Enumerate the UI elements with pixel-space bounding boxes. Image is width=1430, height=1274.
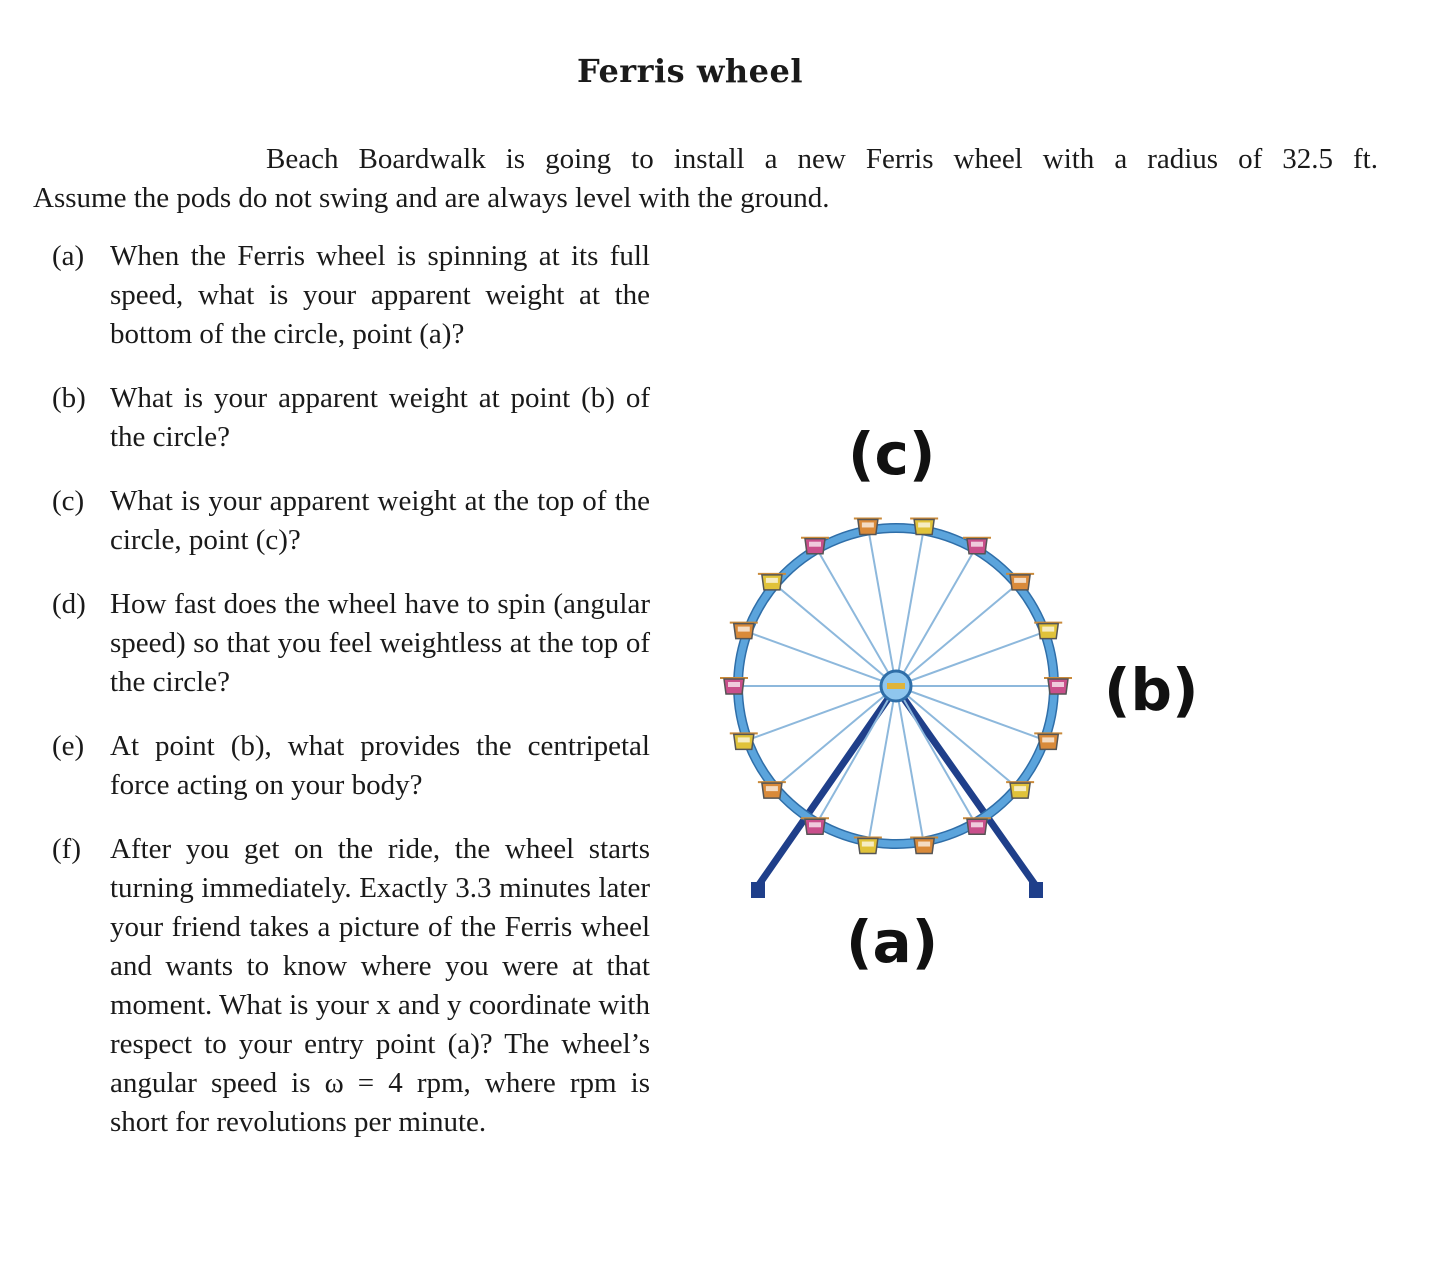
wheel-spoke	[775, 584, 896, 686]
wheel-spoke	[896, 632, 1044, 686]
pod-window	[918, 842, 930, 847]
pod-window	[1014, 786, 1026, 791]
question-label: (b)	[52, 382, 86, 414]
question-c	[52, 482, 650, 560]
page-title: Ferris wheel	[576, 52, 804, 90]
pod-window	[862, 842, 874, 847]
pod-window	[809, 542, 821, 547]
pod-window	[809, 822, 821, 827]
ferris-wheel-figure	[700, 420, 1240, 1010]
pod-window	[766, 786, 778, 791]
pod-window	[766, 578, 778, 583]
pod-window	[1042, 737, 1054, 742]
wheel-spoke	[896, 584, 1017, 686]
intro-paragraph	[33, 140, 1378, 218]
point-c-label: (c)	[848, 420, 936, 488]
pod-window	[1014, 578, 1026, 583]
pod-window	[1052, 682, 1064, 687]
wheel-spoke	[748, 632, 896, 686]
leg-foot-left	[751, 882, 765, 898]
question-label: (c)	[52, 485, 85, 517]
question-text: How fast does the wheel have to spin (angular speed) so that you feel weightless at the top of the circle?	[110, 588, 650, 698]
wheel-hub-band	[887, 683, 905, 689]
leg-foot-right	[1029, 882, 1043, 898]
question-d	[52, 585, 650, 702]
question-text: What is your apparent weight at the top of the circle, point (c)?	[110, 485, 650, 556]
pod-window	[738, 737, 750, 742]
pod-window	[918, 522, 930, 527]
question-text: At point (b), what provides the centripetal force acting on your body?	[110, 730, 650, 801]
wheel-spoke	[748, 686, 896, 740]
pod-window	[728, 682, 740, 687]
question-list	[52, 237, 650, 1167]
question-text: After you get on the ride, the wheel starts turning immediately. Exactly 3.3 minutes later your friend takes a picture of the Ferris wheel and wants to know where you were at that moment. What is your x and y coordinate with respect to your entry point (a)? The wheel’s angular speed is ω = 4 rpm, where rpm is short for revolutions per minute.	[110, 833, 650, 1138]
point-b-label: (b)	[1104, 656, 1199, 724]
question-text: When the Ferris wheel is spinning at its full speed, what is your apparent weight at the bottom of the circle, point (a)?	[110, 240, 650, 350]
question-b	[52, 379, 650, 457]
intro-line-1: Beach Boardwalk is going to install a new Ferris wheel with a radius of 32.5 ft.	[266, 143, 1378, 175]
pod-window	[862, 522, 874, 527]
question-a	[52, 237, 650, 354]
pod-window	[738, 627, 750, 632]
question-text: What is your apparent weight at point (b) of the circle?	[110, 382, 650, 453]
pod-window	[971, 542, 983, 547]
pod-window	[971, 822, 983, 827]
question-f	[52, 830, 650, 1142]
question-label: (f)	[52, 833, 81, 865]
pod-window	[1042, 627, 1054, 632]
question-label: (d)	[52, 588, 86, 620]
question-label: (e)	[52, 730, 85, 762]
question-e	[52, 727, 650, 805]
intro-line-2: Assume the pods do not swing and are always level with the ground.	[33, 182, 830, 214]
question-label: (a)	[52, 240, 85, 272]
point-a-label: (a)	[846, 908, 939, 976]
